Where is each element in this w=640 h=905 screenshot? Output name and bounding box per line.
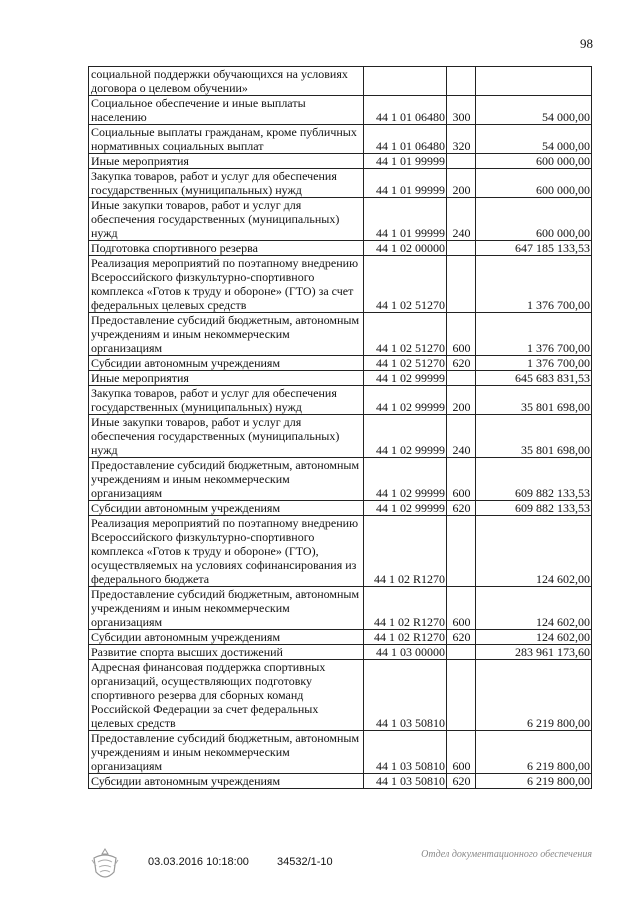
row-sum-cell: 647 185 133,53 (476, 241, 592, 256)
row-sum-cell: 609 882 133,53 (476, 458, 592, 501)
row-code-cell: 44 1 03 50810 (364, 660, 447, 731)
row-sum-cell: 6 219 800,00 (476, 731, 592, 774)
row-name-cell: Иные мероприятия (89, 371, 364, 386)
row-name-cell: Предоставление субсидий бюджетным, автономным учреждениям и иным некоммерческим организациям (89, 313, 364, 356)
row-name-cell: Иные мероприятия (89, 154, 364, 169)
table-row (89, 516, 592, 587)
row-code-cell: 44 1 03 50810 (364, 731, 447, 774)
row-sum-cell: 124 602,00 (476, 630, 592, 645)
row-name-cell: Реализация мероприятий по поэтапному внедрению Всероссийского физкультурно-спортивного комплекса «Готов к труду и обороне» (ГТО) за счет федеральных целевых средств (89, 256, 364, 313)
row-name-cell: Социальные выплаты гражданам, кроме публичных нормативных социальных выплат (89, 125, 364, 154)
budget-table (88, 66, 592, 789)
table-row (89, 96, 592, 125)
row-sum-cell: 645 683 831,53 (476, 371, 592, 386)
row-expense-type-cell: 620 (447, 774, 476, 789)
table-row (89, 169, 592, 198)
row-expense-type-cell: 240 (447, 415, 476, 458)
row-sum-cell: 124 602,00 (476, 516, 592, 587)
table-row (89, 125, 592, 154)
row-code-cell: 44 1 02 51270 (364, 356, 447, 371)
row-sum-cell: 600 000,00 (476, 198, 592, 241)
department-stamp: Отдел документационного обеспечения (421, 849, 592, 860)
row-expense-type-cell (447, 660, 476, 731)
row-expense-type-cell: 620 (447, 501, 476, 516)
row-expense-type-cell (447, 516, 476, 587)
table-row (89, 587, 592, 630)
table-row (89, 458, 592, 501)
row-expense-type-cell: 240 (447, 198, 476, 241)
row-expense-type-cell (447, 241, 476, 256)
page-number: 98 (580, 36, 593, 51)
table-row (89, 241, 592, 256)
row-sum-cell: 1 376 700,00 (476, 313, 592, 356)
row-name-cell: социальной поддержки обучающихся на условиях договора о целевом обучении» (89, 67, 364, 96)
row-sum-cell: 54 000,00 (476, 96, 592, 125)
table-row (89, 645, 592, 660)
row-expense-type-cell (447, 645, 476, 660)
row-sum-cell: 1 376 700,00 (476, 256, 592, 313)
row-code-cell: 44 1 01 99999 (364, 198, 447, 241)
row-sum-cell: 6 219 800,00 (476, 660, 592, 731)
row-expense-type-cell (447, 154, 476, 169)
row-code-cell: 44 1 02 99999 (364, 415, 447, 458)
row-name-cell: Социальное обеспечение и иные выплаты населению (89, 96, 364, 125)
row-code-cell: 44 1 02 R1270 (364, 630, 447, 645)
table-row (89, 731, 592, 774)
table-row (89, 660, 592, 731)
page-footer (88, 846, 592, 886)
row-code-cell: 44 1 01 06480 (364, 96, 447, 125)
coat-of-arms-icon (88, 846, 122, 886)
row-code-cell: 44 1 02 00000 (364, 241, 447, 256)
table-row (89, 313, 592, 356)
row-name-cell: Предоставление субсидий бюджетным, автономным учреждениям и иным некоммерческим организациям (89, 731, 364, 774)
row-code-cell: 44 1 02 99999 (364, 386, 447, 415)
row-sum-cell: 35 801 698,00 (476, 386, 592, 415)
table-row (89, 774, 592, 789)
row-code-cell: 44 1 02 R1270 (364, 587, 447, 630)
row-expense-type-cell: 620 (447, 630, 476, 645)
row-sum-cell: 1 376 700,00 (476, 356, 592, 371)
row-expense-type-cell: 620 (447, 356, 476, 371)
table-row (89, 386, 592, 415)
row-code-cell: 44 1 02 R1270 (364, 516, 447, 587)
row-expense-type-cell: 600 (447, 458, 476, 501)
row-sum-cell: 600 000,00 (476, 169, 592, 198)
row-code-cell: 44 1 03 50810 (364, 774, 447, 789)
row-code-cell: 44 1 02 99999 (364, 371, 447, 386)
row-sum-cell: 124 602,00 (476, 587, 592, 630)
row-code-cell: 44 1 01 99999 (364, 169, 447, 198)
footer-date: 03.03.2016 10:18:00 (148, 856, 249, 868)
row-name-cell: Субсидии автономным учреждениям (89, 501, 364, 516)
row-name-cell: Предоставление субсидий бюджетным, автономным учреждениям и иным некоммерческим организациям (89, 458, 364, 501)
row-expense-type-cell: 200 (447, 386, 476, 415)
row-name-cell: Субсидии автономным учреждениям (89, 356, 364, 371)
footer-document-number: 34532/1-10 (277, 856, 333, 868)
row-code-cell: 44 1 01 06480 (364, 125, 447, 154)
table-row (89, 356, 592, 371)
table-row (89, 256, 592, 313)
row-expense-type-cell: 200 (447, 169, 476, 198)
row-expense-type-cell: 600 (447, 313, 476, 356)
row-sum-cell: 54 000,00 (476, 125, 592, 154)
table-row (89, 67, 592, 96)
row-expense-type-cell (447, 371, 476, 386)
row-name-cell: Субсидии автономным учреждениям (89, 774, 364, 789)
row-sum-cell: 283 961 173,60 (476, 645, 592, 660)
row-code-cell: 44 1 03 00000 (364, 645, 447, 660)
row-expense-type-cell: 600 (447, 587, 476, 630)
row-expense-type-cell: 320 (447, 125, 476, 154)
row-sum-cell: 6 219 800,00 (476, 774, 592, 789)
table-row (89, 371, 592, 386)
table-row (89, 154, 592, 169)
row-sum-cell: 600 000,00 (476, 154, 592, 169)
row-name-cell: Предоставление субсидий бюджетным, автономным учреждениям и иным некоммерческим организациям (89, 587, 364, 630)
row-code-cell: 44 1 02 99999 (364, 458, 447, 501)
row-sum-cell: 35 801 698,00 (476, 415, 592, 458)
row-expense-type-cell (447, 67, 476, 96)
row-name-cell: Подготовка спортивного резерва (89, 241, 364, 256)
row-name-cell: Иные закупки товаров, работ и услуг для обеспечения государственных (муниципальных) нужд (89, 198, 364, 241)
row-name-cell: Реализация мероприятий по поэтапному внедрению Всероссийского физкультурно-спортивного комплекса «Готов к труду и обороне» (ГТО), осуществляемых на условиях софинансирования из федерального бюджета (89, 516, 364, 587)
row-expense-type-cell: 300 (447, 96, 476, 125)
row-code-cell: 44 1 02 99999 (364, 501, 447, 516)
row-code-cell: 44 1 01 99999 (364, 154, 447, 169)
row-code-cell: 44 1 02 51270 (364, 313, 447, 356)
row-code-cell: 44 1 02 51270 (364, 256, 447, 313)
table-row (89, 501, 592, 516)
row-name-cell: Адресная финансовая поддержка спортивных организаций, осуществляющих подготовку спортивного резерва для сборных команд Российской Федерации за счет федеральных целевых средств (89, 660, 364, 731)
row-name-cell: Развитие спорта высших достижений (89, 645, 364, 660)
row-sum-cell (476, 67, 592, 96)
row-expense-type-cell: 600 (447, 731, 476, 774)
table-row (89, 415, 592, 458)
row-name-cell: Закупка товаров, работ и услуг для обеспечения государственных (муниципальных) нужд (89, 386, 364, 415)
row-code-cell (364, 67, 447, 96)
row-name-cell: Закупка товаров, работ и услуг для обеспечения государственных (муниципальных) нужд (89, 169, 364, 198)
row-expense-type-cell (447, 256, 476, 313)
table-row (89, 630, 592, 645)
row-name-cell: Субсидии автономным учреждениям (89, 630, 364, 645)
budget-table-body (89, 67, 592, 789)
row-name-cell: Иные закупки товаров, работ и услуг для обеспечения государственных (муниципальных) нужд (89, 415, 364, 458)
table-row (89, 198, 592, 241)
row-sum-cell: 609 882 133,53 (476, 501, 592, 516)
